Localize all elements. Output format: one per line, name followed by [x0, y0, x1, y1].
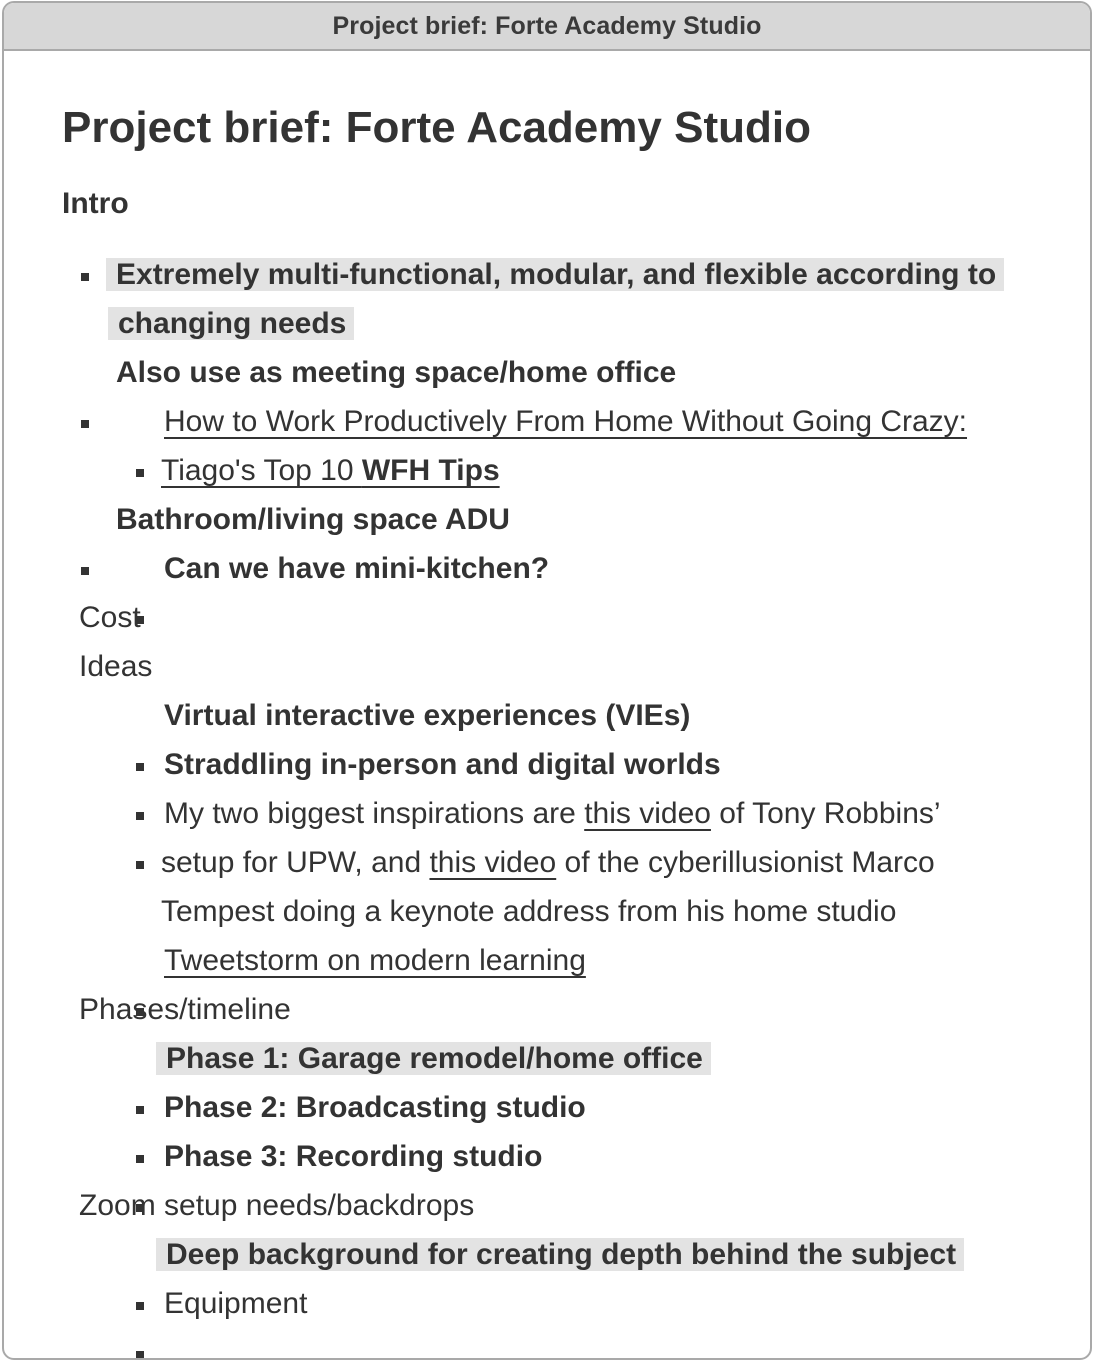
list-item-equipment: Equipment — [164, 1287, 308, 1320]
list-item-phase-1 — [166, 1034, 711, 1083]
list-item-inspirations-cont: setup for UPW, and this video of the cyberillusionist Marco — [161, 846, 935, 879]
bullet-marker — [136, 1155, 144, 1163]
list-item-adu: Bathroom/living space ADU — [116, 503, 510, 536]
bullet-marker — [136, 469, 144, 477]
highlighted-text: Extremely multi-functional, modular, and flexible according to — [106, 258, 1004, 291]
window-title: Project brief: Forte Academy Studio — [4, 3, 1090, 51]
highlighted-text: Deep background for creating depth behind the subject — [156, 1238, 964, 1271]
list-item-modular-cont — [118, 299, 354, 348]
wfh-tips-link-cont[interactable]: Tiago's Top 10 WFH Tips — [161, 454, 500, 487]
list-item-mini-kitchen: Can we have mini-kitchen? — [164, 552, 550, 585]
bullet-marker — [81, 420, 89, 428]
marco-tempest-video-link[interactable]: this video — [429, 846, 557, 879]
section-heading-intro: Intro — [62, 187, 129, 220]
bullet-marker — [136, 861, 144, 869]
bullet-marker — [136, 763, 144, 771]
section-label-ideas: Ideas — [79, 650, 153, 683]
list-item-inspirations-cont2: Tempest doing a keynote address from his home studio — [161, 895, 897, 928]
section-label-zoom: Zoom setup needs/backdrops — [79, 1189, 475, 1222]
tweetstorm-link[interactable]: Tweetstorm on modern learning — [164, 944, 586, 977]
bullet-marker — [136, 1302, 144, 1310]
list-item-modular — [116, 250, 1004, 299]
list-item-tweetstorm[interactable] — [164, 936, 586, 985]
bullet-marker — [81, 567, 89, 575]
list-item-phase-2: Phase 2: Broadcasting studio — [164, 1091, 586, 1124]
tony-robbins-video-link[interactable]: this video — [584, 797, 711, 830]
document-window — [2, 1, 1092, 1360]
section-label-cost: Cost — [79, 601, 141, 634]
highlighted-text: Phase 1: Garage remodel/home office — [156, 1042, 711, 1075]
list-item-meeting-space: Also use as meeting space/home office — [116, 356, 677, 389]
bullet-marker — [136, 1106, 144, 1114]
bullet-marker — [136, 1351, 144, 1359]
highlighted-text: changing needs — [108, 307, 354, 340]
list-item-wfh-link-cont[interactable] — [161, 446, 500, 495]
wfh-tips-link[interactable]: How to Work Productively From Home Without Going Crazy: — [164, 405, 968, 438]
bullet-marker — [81, 273, 89, 281]
page-title: Project brief: Forte Academy Studio — [62, 103, 811, 152]
list-item-phase-3: Phase 3: Recording studio — [164, 1140, 543, 1173]
list-item-vies: Virtual interactive experiences (VIEs) — [164, 699, 691, 732]
bullet-marker — [136, 812, 144, 820]
list-item-inspirations: My two biggest inspirations are this video of Tony Robbins’ — [164, 797, 941, 830]
list-item-straddling: Straddling in-person and digital worlds — [164, 748, 721, 781]
list-item-wfh-link[interactable] — [164, 397, 967, 446]
section-label-phases: Phases/timeline — [79, 993, 291, 1026]
list-item-deep-background — [166, 1230, 964, 1279]
